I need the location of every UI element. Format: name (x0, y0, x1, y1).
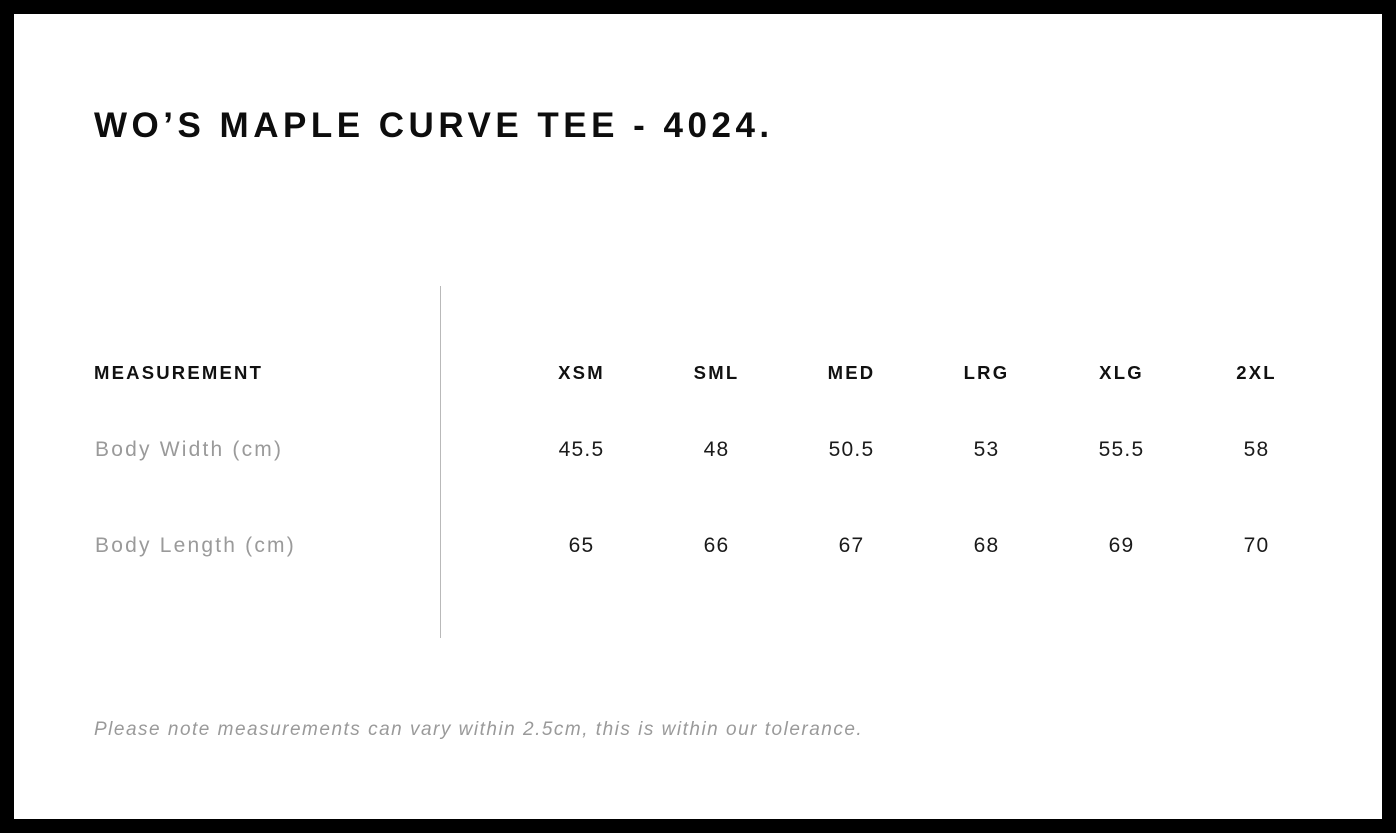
cell-body-width-2xl: 58 (1243, 438, 1270, 461)
row-label-body-length: Body Length (cm) (95, 534, 296, 557)
cell-body-length-xlg: 69 (1108, 534, 1135, 557)
table-row (94, 402, 1324, 498)
column-header-xlg: XLG (1099, 362, 1144, 383)
column-header-measurement: MEASUREMENT (94, 362, 264, 383)
tolerance-note: Please note measurements can vary within 2.5cm, this is within our tolerance. (94, 719, 864, 740)
size-chart-page (14, 14, 1382, 819)
table-row (94, 498, 1324, 594)
row-label-body-width: Body Width (cm) (95, 438, 284, 461)
table-header-row (94, 344, 1324, 402)
page-title: WO’S MAPLE CURVE TEE - 4024. (94, 106, 774, 145)
column-header-xsm: XSM (558, 362, 605, 383)
column-header-sml: SML (693, 362, 740, 383)
cell-body-width-xsm: 45.5 (558, 438, 605, 461)
cell-body-length-xsm: 65 (568, 534, 595, 557)
column-header-med: MED (827, 362, 876, 383)
cell-body-width-xlg: 55.5 (1098, 438, 1145, 461)
cell-body-length-sml: 66 (703, 534, 730, 557)
column-header-lrg: LRG (963, 362, 1010, 383)
cell-body-length-lrg: 68 (973, 534, 1000, 557)
cell-body-width-lrg: 53 (973, 438, 1000, 461)
cell-body-length-2xl: 70 (1243, 534, 1270, 557)
size-chart-table (94, 344, 1324, 594)
cell-body-width-med: 50.5 (828, 438, 875, 461)
cell-body-width-sml: 48 (703, 438, 730, 461)
cell-body-length-med: 67 (838, 534, 865, 557)
column-header-2xl: 2XL (1236, 362, 1277, 383)
